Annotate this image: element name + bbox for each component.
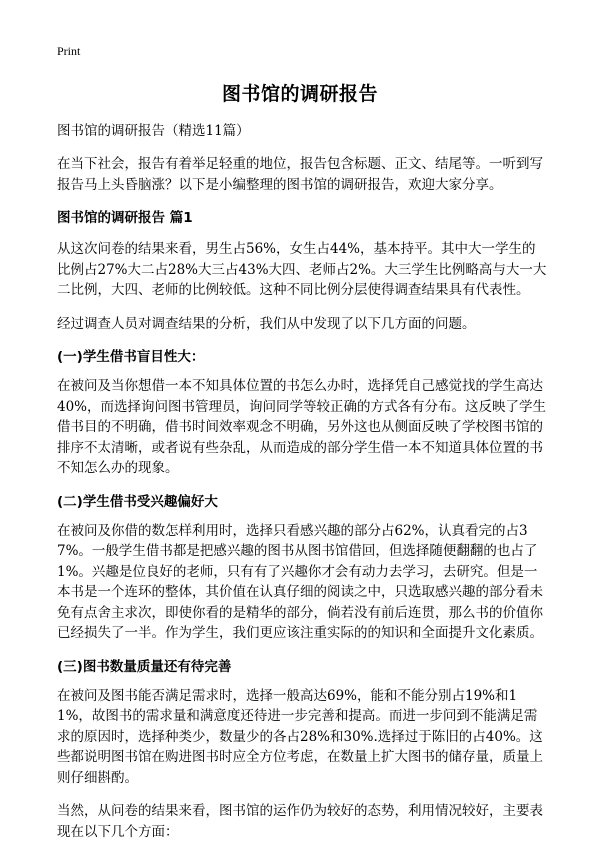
document-body	[57, 122, 547, 855]
section-heading: 图书馆的调研报告 篇1	[57, 210, 193, 226]
paragraph-analysis: 经过调查人员对调查结果的分析，我们从中发现了以下几方面的问题。	[57, 315, 476, 332]
subheading-book-quality: (三)图书数量质量还有待完善	[57, 658, 232, 675]
paragraph-gender-ratio: 从这次问卷的结果来看，男生占56%，女生占44%，基本持平。其中大一学生的比例占27%大二占28%大三占43%大四、老师占2%。大三学生比例略高与大一大二比例，大四、老师的比例较低。这种不同比例分层使得调查结果具有代表性。	[57, 241, 547, 298]
document-subtitle: 图书馆的调研报告（精选11篇）	[57, 123, 250, 139]
print-link[interactable]: Print	[57, 44, 81, 58]
paragraph-blind-borrowing: 在被问及当你想借一本不知具体位置的书怎么办时，选择凭自己感觉找的学生高达40%，而选择询问图书管理员，询问同学等较正确的方式各有分布。这反映了学生借书目的不明确，借书时间效率观念不明确，另外这也从侧面反映了学校图书馆的排序不太清晰，或者说有些杂乱，从而造成的部分学生借一本不知道具体位置的书不知怎么办的现象。	[57, 378, 547, 476]
subheading-blind-borrowing: (一)学生借书盲目性大：	[57, 349, 205, 365]
page-title: 图书馆的调研报告	[221, 83, 378, 105]
intro-paragraph: 在当下社会，报告有着举足轻重的地位，报告包含标题、正文、结尾等。一听到写报告马上头昏脑涨？以下是小编整理的图书馆的调研报告，欢迎大家分享。	[57, 156, 543, 193]
subheading-interest-preference: (二)学生借书受兴趣偏好大	[57, 493, 218, 510]
closing-paragraph: 当然，从问卷的结果来看，图书馆的运作仍为较好的态势，利用情况较好，主要表现在以下几个方面：	[57, 803, 543, 840]
paragraph-interest-preference: 在被问及你借的数怎样利用时，选择只看感兴趣的部分占62%，认真看完的占37%。一般学生借书都是把感兴趣的图书从图书馆借回，但选择随便翻翻的也占了1%。兴趣是位良好的老师，只有有了兴趣你才会有动力去学习，去研究。但是一本书是一个连环的整体，其价值在认真仔细的阅读之中，只选取感兴趣的部分看未免有点舍主求次，即使你看的是精华的部分，倘若没有前后连贯，那么书的价值你已经损失了一半。作为学生，我们更应该注重实际的的知识和全面提升文化素质。	[57, 522, 543, 641]
paragraph-book-quality: 在被问及图书能否满足需求时，选择一般高达69%，能和不能分别占19%和11%，故图书的需求量和满意度还待进一步完善和提高。而进一步问到不能满足需求的原因时，选择种类少，数量少的各占28%和30%.选择过于陈旧的占40%。这些都说明图书馆在购进图书时应全方位考虑，在数量上扩大图书的储存量，质量上则仔细斟酌。	[57, 687, 543, 786]
